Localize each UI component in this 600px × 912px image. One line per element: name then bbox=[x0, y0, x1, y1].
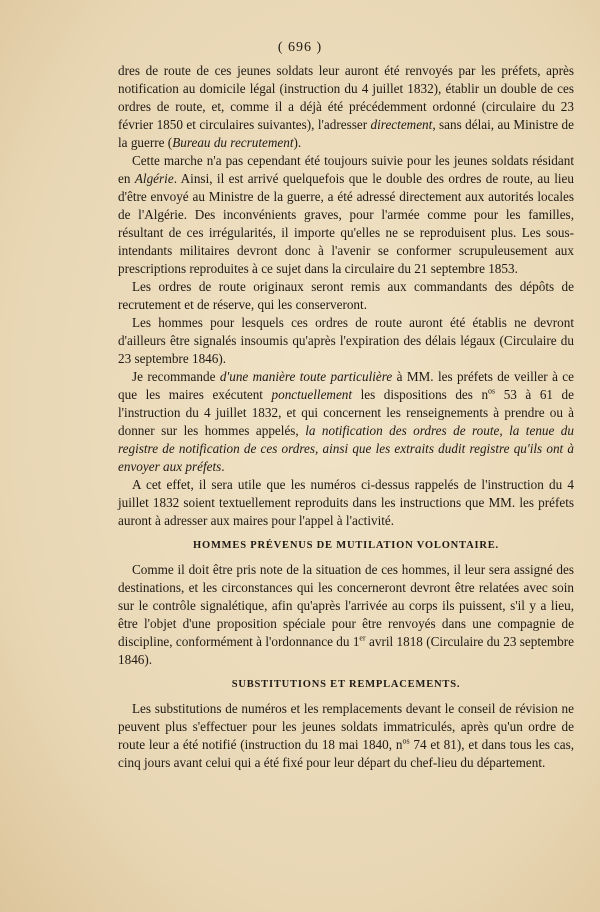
superscript: os bbox=[402, 736, 410, 746]
paragraph: Les hommes pour lesquels ces ordres de route auront été établis ne devront d'ailleurs être signalés insoumis qu'après l'expiration des délais légaux (Circulaire du 23 septembre 1846). bbox=[118, 315, 574, 366]
italic-text: d'une manière toute particulière bbox=[219, 369, 393, 384]
page-number: ( 696 ) bbox=[277, 40, 323, 55]
italic-text: Algérie bbox=[134, 171, 174, 186]
superscript: er bbox=[359, 633, 366, 643]
italic-text: ponctuellement bbox=[271, 387, 353, 402]
section-heading: SUBSTITUTIONS ET REMPLACEMENTS. bbox=[231, 679, 461, 690]
paragraph: dres de route de ces jeunes soldats leur auront été renvoyés par les préfets, après notification au domicile légal (instruction du 4 juillet 1832), établir un double de ces ordres de route, et, comme il a déjà été précédemment ordonné (circulaire du 23 février 1850 et circulaires suivantes), l'adresser directement, sans délai, au Ministre de la guerre (Bureau du recrutement). bbox=[118, 63, 574, 150]
paragraph: Les ordres de route originaux seront remis aux commandants des dépôts de recrutement et de réserve, qui les conserveront. bbox=[118, 279, 574, 312]
section-heading: HOMMES PRÉVENUS DE MUTILATION VOLONTAIRE. bbox=[193, 540, 499, 551]
page-body bbox=[118, 62, 574, 772]
italic-text: directement bbox=[370, 117, 433, 132]
paragraph: Les substitutions de numéros et les remplacements devant le conseil de révision ne peuvent plus s'effectuer pour les jeunes soldats immatriculés, après qu'un ordre de route leur a été notifié (instruction du 18 mai 1840, $n^{os}$ 74 et 81), et dans tous les cas, cinq jours avant celui qui a été fixé pour leur départ du chef-lieu du département. bbox=[118, 701, 574, 770]
paragraph: A cet effet, il sera utile que les numéros ci-dessus rappelés de l'instruction du 4 juillet 1832 soient textuellement reproduits dans les instructions que MM. les préfets auront à adresser aux maires pour l'appel à l'activité. bbox=[118, 477, 574, 528]
paragraph: Comme il doit être pris note de la situation de ces hommes, il leur sera assigné des destinations, et les circonstances qui les concerneront devront être relatées avec soin sur le contrôle signalétique, afin qu'après l'arrivée au corps ils puissent, s'il y a lieu, être l'objet d'une proposition spéciale pour être renvoyés dans une compagnie de discipline, conformément à l'ordonnance du 1er avril 1818 (Circulaire du 23 septembre 1846). bbox=[118, 562, 574, 667]
paragraph: Cette marche n'a pas cependant été toujours suivie pour les jeunes soldats résidant en Algérie. Ainsi, il est arrivé quelquefois que le double des ordres de route, au lieu d'être envoyé au Ministre de la guerre, a été adressé directement aux autorités locales de l'Algérie. Des inconvénients graves, pour l'armée comme pour les familles, résultant de ces irrégularités, il importe qu'elles ne se reproduisent plus. Les sous-intendants militaires devront donc à l'avenir se conformer scrupuleusement aux prescriptions reproduites à ce sujet dans la circulaire du 21 septembre 1853. bbox=[118, 153, 574, 276]
paragraph: Je recommande d'une manière toute particulière à MM. les préfets de veiller à ce que les maires exécutent ponctuellement les dispositions des $n^{os}$ 53 à 61 de l'instruction du 4 juillet 1832, et qui concernent les renseignements à prendre ou à donner sur les hommes appelés, la notification des ordres de route, la tenue du registre de notification de ces ordres, ainsi que les extraits dudit registre qu'ils ont à envoyer aux préfets. bbox=[118, 369, 574, 474]
italic-text: la notification des ordres de route, la tenue du registre de notification de ces ordres, ainsi que les extraits dudit registre qu'ils ont à envoyer aux préfets bbox=[118, 423, 574, 474]
italic-text: Bureau du recrutement bbox=[172, 135, 294, 150]
superscript: os bbox=[488, 386, 496, 396]
